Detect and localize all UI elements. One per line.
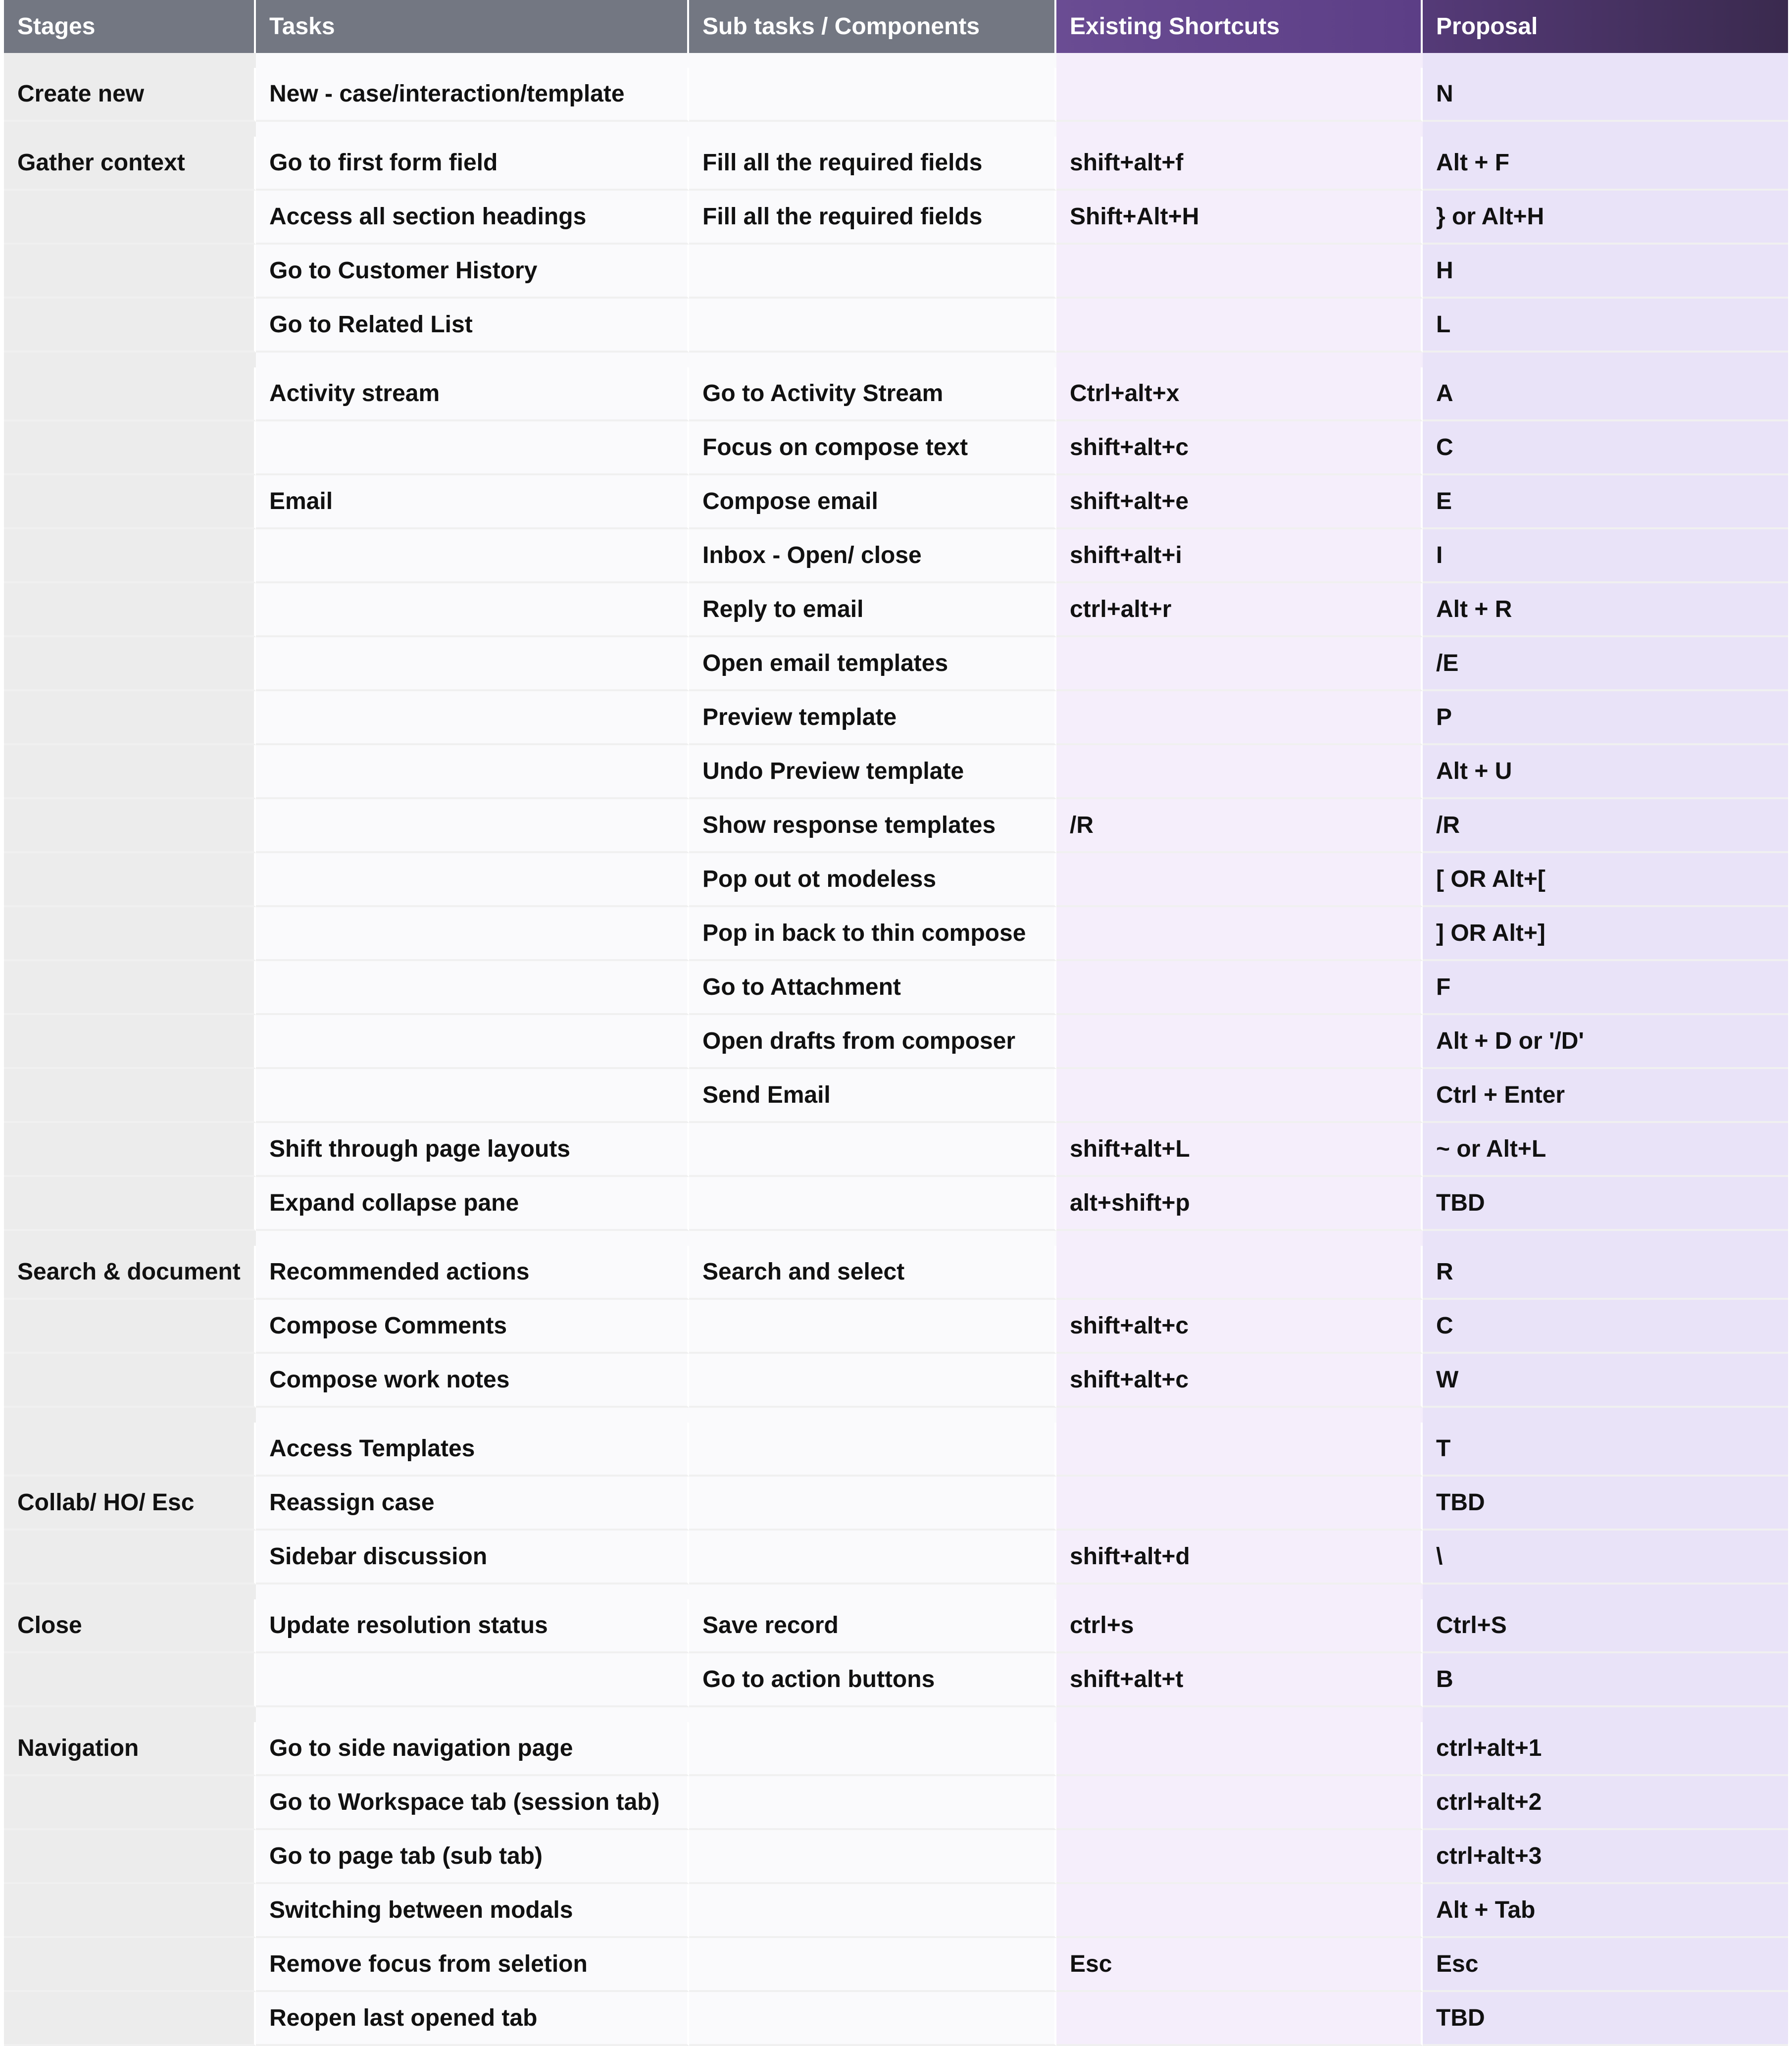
proposal-cell: [ OR Alt+[: [1423, 853, 1788, 907]
subtask-cell: [689, 1423, 1056, 1477]
subtask-cell: Fill all the required fields: [689, 137, 1056, 191]
table-row: [4, 1423, 1788, 1477]
separator-cell: [1423, 1231, 1788, 1246]
existing-shortcut-cell: [1056, 1830, 1423, 1884]
proposal-cell: N: [1423, 68, 1788, 122]
subtask-cell: [689, 299, 1056, 353]
task-cell: Go to Related List: [256, 299, 689, 353]
proposal-cell: Esc: [1423, 1938, 1788, 1992]
table-row: [4, 691, 1788, 745]
subtask-cell: [689, 245, 1056, 299]
stage-cell: [4, 1776, 256, 1830]
table-row: [4, 961, 1788, 1015]
proposal-cell: \: [1423, 1531, 1788, 1585]
separator-cell: [4, 1231, 256, 1246]
stage-cell: Create new: [4, 68, 256, 122]
shortcuts-table: [4, 0, 1788, 2046]
table-row: [4, 1884, 1788, 1938]
task-cell: [256, 1653, 689, 1707]
existing-shortcut-cell: [1056, 1423, 1423, 1477]
separator-cell: [4, 353, 256, 367]
group-separator: [4, 53, 1788, 68]
proposal-cell: T: [1423, 1423, 1788, 1477]
table-row: [4, 1599, 1788, 1653]
stage-cell: Navigation: [4, 1722, 256, 1776]
subtask-cell: Open email templates: [689, 637, 1056, 691]
existing-shortcut-cell: [1056, 1776, 1423, 1830]
existing-shortcut-cell: ctrl+alt+r: [1056, 583, 1423, 637]
header-subtasks: Sub tasks / Components: [689, 0, 1056, 53]
task-cell: [256, 529, 689, 583]
task-cell: [256, 853, 689, 907]
proposal-cell: ctrl+alt+3: [1423, 1830, 1788, 1884]
subtask-cell: [689, 1531, 1056, 1585]
stage-cell: [4, 1354, 256, 1408]
proposal-cell: Alt + Tab: [1423, 1884, 1788, 1938]
group-separator: [4, 1585, 1788, 1599]
task-cell: Reassign case: [256, 1477, 689, 1531]
subtask-cell: Open drafts from composer: [689, 1015, 1056, 1069]
proposal-cell: Alt + U: [1423, 745, 1788, 799]
existing-shortcut-cell: alt+shift+p: [1056, 1177, 1423, 1231]
separator-cell: [689, 1231, 1056, 1246]
stage-cell: [4, 1015, 256, 1069]
proposal-cell: TBD: [1423, 1177, 1788, 1231]
table-row: [4, 1653, 1788, 1707]
table-row: [4, 299, 1788, 353]
table-row: [4, 367, 1788, 421]
separator-cell: [4, 1408, 256, 1423]
separator-cell: [256, 122, 689, 137]
separator-cell: [1056, 122, 1423, 137]
table-header-row: [4, 0, 1788, 53]
proposal-cell: H: [1423, 245, 1788, 299]
separator-cell: [689, 353, 1056, 367]
proposal-cell: C: [1423, 421, 1788, 475]
table-row: [4, 1531, 1788, 1585]
proposal-cell: ~ or Alt+L: [1423, 1123, 1788, 1177]
separator-cell: [689, 53, 1056, 68]
task-cell: Update resolution status: [256, 1599, 689, 1653]
proposal-cell: Alt + F: [1423, 137, 1788, 191]
stage-cell: [4, 1531, 256, 1585]
subtask-cell: Show response templates: [689, 799, 1056, 853]
task-cell: Compose work notes: [256, 1354, 689, 1408]
group-separator: [4, 122, 1788, 137]
subtask-cell: [689, 1354, 1056, 1408]
table-row: [4, 1177, 1788, 1231]
task-cell: [256, 745, 689, 799]
separator-cell: [689, 1585, 1056, 1599]
subtask-cell: Inbox - Open/ close: [689, 529, 1056, 583]
existing-shortcut-cell: [1056, 1884, 1423, 1938]
separator-cell: [4, 122, 256, 137]
stage-cell: [4, 1830, 256, 1884]
table-row: [4, 1069, 1788, 1123]
existing-shortcut-cell: [1056, 1246, 1423, 1300]
subtask-cell: Undo Preview template: [689, 745, 1056, 799]
task-cell: [256, 583, 689, 637]
proposal-cell: Ctrl+S: [1423, 1599, 1788, 1653]
table-row: [4, 421, 1788, 475]
table-row: [4, 245, 1788, 299]
subtask-cell: Save record: [689, 1599, 1056, 1653]
proposal-cell: L: [1423, 299, 1788, 353]
stage-cell: [4, 1938, 256, 1992]
existing-shortcut-cell: [1056, 745, 1423, 799]
separator-cell: [1423, 1585, 1788, 1599]
separator-cell: [1056, 1585, 1423, 1599]
proposal-cell: TBD: [1423, 1477, 1788, 1531]
separator-cell: [689, 1707, 1056, 1722]
table-row: [4, 1477, 1788, 1531]
task-cell: [256, 799, 689, 853]
subtask-cell: Go to Activity Stream: [689, 367, 1056, 421]
task-cell: Switching between modals: [256, 1884, 689, 1938]
separator-cell: [256, 1408, 689, 1423]
stage-cell: [4, 799, 256, 853]
table-row: [4, 1246, 1788, 1300]
existing-shortcut-cell: [1056, 853, 1423, 907]
subtask-cell: Send Email: [689, 1069, 1056, 1123]
task-cell: Expand collapse pane: [256, 1177, 689, 1231]
existing-shortcut-cell: /R: [1056, 799, 1423, 853]
separator-cell: [256, 1707, 689, 1722]
stage-cell: [4, 1653, 256, 1707]
stage-cell: [4, 583, 256, 637]
task-cell: Go to side navigation page: [256, 1722, 689, 1776]
proposal-cell: B: [1423, 1653, 1788, 1707]
proposal-cell: ctrl+alt+1: [1423, 1722, 1788, 1776]
existing-shortcut-cell: shift+alt+d: [1056, 1531, 1423, 1585]
proposal-cell: W: [1423, 1354, 1788, 1408]
table-row: [4, 907, 1788, 961]
stage-cell: [4, 299, 256, 353]
table-row: [4, 475, 1788, 529]
stage-cell: Close: [4, 1599, 256, 1653]
table-row: [4, 68, 1788, 122]
proposal-cell: P: [1423, 691, 1788, 745]
header-tasks: Tasks: [256, 0, 689, 53]
subtask-cell: [689, 1884, 1056, 1938]
separator-cell: [1056, 353, 1423, 367]
subtask-cell: Pop in back to thin compose: [689, 907, 1056, 961]
existing-shortcut-cell: [1056, 1722, 1423, 1776]
existing-shortcut-cell: Shift+Alt+H: [1056, 191, 1423, 245]
existing-shortcut-cell: [1056, 1477, 1423, 1531]
table-row: [4, 799, 1788, 853]
table-row: [4, 583, 1788, 637]
separator-cell: [4, 53, 256, 68]
separator-cell: [1423, 1408, 1788, 1423]
separator-cell: [1056, 53, 1423, 68]
stage-cell: [4, 1123, 256, 1177]
existing-shortcut-cell: [1056, 961, 1423, 1015]
task-cell: New - case/interaction/template: [256, 68, 689, 122]
existing-shortcut-cell: Ctrl+alt+x: [1056, 367, 1423, 421]
proposal-cell: F: [1423, 961, 1788, 1015]
header-proposal: Proposal: [1423, 0, 1788, 53]
task-cell: Remove focus from seletion: [256, 1938, 689, 1992]
proposal-cell: Alt + D or '/D': [1423, 1015, 1788, 1069]
task-cell: [256, 691, 689, 745]
proposal-cell: A: [1423, 367, 1788, 421]
existing-shortcut-cell: shift+alt+f: [1056, 137, 1423, 191]
group-separator: [4, 1408, 1788, 1423]
separator-cell: [256, 1231, 689, 1246]
subtask-cell: Search and select: [689, 1246, 1056, 1300]
subtask-cell: [689, 1830, 1056, 1884]
existing-shortcut-cell: [1056, 1015, 1423, 1069]
task-cell: [256, 421, 689, 475]
task-cell: Go to Workspace tab (session tab): [256, 1776, 689, 1830]
subtask-cell: [689, 1300, 1056, 1354]
proposal-cell: /E: [1423, 637, 1788, 691]
task-cell: [256, 907, 689, 961]
header-existing-shortcuts: Existing Shortcuts: [1056, 0, 1423, 53]
task-cell: Go to page tab (sub tab): [256, 1830, 689, 1884]
stage-cell: [4, 367, 256, 421]
separator-cell: [689, 122, 1056, 137]
task-cell: Go to first form field: [256, 137, 689, 191]
subtask-cell: Pop out ot modeless: [689, 853, 1056, 907]
existing-shortcut-cell: [1056, 68, 1423, 122]
stage-cell: [4, 1992, 256, 2046]
subtask-cell: [689, 1776, 1056, 1830]
stage-cell: [4, 691, 256, 745]
proposal-cell: /R: [1423, 799, 1788, 853]
task-cell: Access all section headings: [256, 191, 689, 245]
stage-cell: [4, 245, 256, 299]
separator-cell: [1423, 353, 1788, 367]
existing-shortcut-cell: shift+alt+e: [1056, 475, 1423, 529]
table-body: [4, 53, 1788, 2046]
task-cell: Email: [256, 475, 689, 529]
table-row: [4, 529, 1788, 583]
table-row: [4, 1776, 1788, 1830]
separator-cell: [1056, 1408, 1423, 1423]
proposal-cell: E: [1423, 475, 1788, 529]
subtask-cell: Go to action buttons: [689, 1653, 1056, 1707]
stage-cell: [4, 907, 256, 961]
table-row: [4, 137, 1788, 191]
stage-cell: [4, 1884, 256, 1938]
table-row: [4, 1830, 1788, 1884]
separator-cell: [1423, 1707, 1788, 1722]
existing-shortcut-cell: shift+alt+c: [1056, 1354, 1423, 1408]
separator-cell: [1056, 1231, 1423, 1246]
table-row: [4, 1015, 1788, 1069]
separator-cell: [256, 1585, 689, 1599]
existing-shortcut-cell: [1056, 691, 1423, 745]
task-cell: [256, 1069, 689, 1123]
group-separator: [4, 1707, 1788, 1722]
proposal-cell: R: [1423, 1246, 1788, 1300]
task-cell: Activity stream: [256, 367, 689, 421]
stage-cell: [4, 529, 256, 583]
existing-shortcut-cell: shift+alt+c: [1056, 421, 1423, 475]
existing-shortcut-cell: [1056, 245, 1423, 299]
separator-cell: [256, 353, 689, 367]
proposal-cell: I: [1423, 529, 1788, 583]
separator-cell: [4, 1707, 256, 1722]
stage-cell: Search & document: [4, 1246, 256, 1300]
proposal-cell: TBD: [1423, 1992, 1788, 2046]
existing-shortcut-cell: ctrl+s: [1056, 1599, 1423, 1653]
subtask-cell: Reply to email: [689, 583, 1056, 637]
existing-shortcut-cell: shift+alt+i: [1056, 529, 1423, 583]
proposal-cell: ctrl+alt+2: [1423, 1776, 1788, 1830]
subtask-cell: [689, 68, 1056, 122]
separator-cell: [256, 53, 689, 68]
proposal-cell: ] OR Alt+]: [1423, 907, 1788, 961]
proposal-cell: C: [1423, 1300, 1788, 1354]
task-cell: Access Templates: [256, 1423, 689, 1477]
subtask-cell: Focus on compose text: [689, 421, 1056, 475]
stage-cell: Collab/ HO/ Esc: [4, 1477, 256, 1531]
separator-cell: [1423, 122, 1788, 137]
existing-shortcut-cell: [1056, 1992, 1423, 2046]
subtask-cell: Preview template: [689, 691, 1056, 745]
existing-shortcut-cell: [1056, 907, 1423, 961]
stage-cell: [4, 475, 256, 529]
stage-cell: [4, 745, 256, 799]
task-cell: [256, 961, 689, 1015]
stage-cell: [4, 1300, 256, 1354]
stage-cell: Gather context: [4, 137, 256, 191]
task-cell: Go to Customer History: [256, 245, 689, 299]
proposal-cell: } or Alt+H: [1423, 191, 1788, 245]
group-separator: [4, 353, 1788, 367]
table-row: [4, 191, 1788, 245]
existing-shortcut-cell: [1056, 299, 1423, 353]
existing-shortcut-cell: [1056, 637, 1423, 691]
proposal-cell: Ctrl + Enter: [1423, 1069, 1788, 1123]
stage-cell: [4, 421, 256, 475]
group-separator: [4, 1231, 1788, 1246]
task-cell: Sidebar discussion: [256, 1531, 689, 1585]
existing-shortcut-cell: [1056, 1069, 1423, 1123]
existing-shortcut-cell: shift+alt+t: [1056, 1653, 1423, 1707]
existing-shortcut-cell: Esc: [1056, 1938, 1423, 1992]
table-row: [4, 1722, 1788, 1776]
task-cell: Reopen last opened tab: [256, 1992, 689, 2046]
subtask-cell: [689, 1123, 1056, 1177]
table-row: [4, 637, 1788, 691]
task-cell: Recommended actions: [256, 1246, 689, 1300]
subtask-cell: [689, 1992, 1056, 2046]
separator-cell: [689, 1408, 1056, 1423]
proposal-cell: Alt + R: [1423, 583, 1788, 637]
existing-shortcut-cell: shift+alt+L: [1056, 1123, 1423, 1177]
table-row: [4, 1300, 1788, 1354]
subtask-cell: Go to Attachment: [689, 961, 1056, 1015]
subtask-cell: [689, 1938, 1056, 1992]
stage-cell: [4, 853, 256, 907]
table-row: [4, 1123, 1788, 1177]
table-row: [4, 745, 1788, 799]
subtask-cell: [689, 1722, 1056, 1776]
stage-cell: [4, 637, 256, 691]
separator-cell: [4, 1585, 256, 1599]
subtask-cell: Fill all the required fields: [689, 191, 1056, 245]
stage-cell: [4, 961, 256, 1015]
stage-cell: [4, 1069, 256, 1123]
table-row: [4, 853, 1788, 907]
subtask-cell: Compose email: [689, 475, 1056, 529]
existing-shortcut-cell: shift+alt+c: [1056, 1300, 1423, 1354]
separator-cell: [1423, 53, 1788, 68]
task-cell: [256, 637, 689, 691]
task-cell: Compose Comments: [256, 1300, 689, 1354]
task-cell: [256, 1015, 689, 1069]
stage-cell: [4, 1177, 256, 1231]
table-row: [4, 1938, 1788, 1992]
stage-cell: [4, 1423, 256, 1477]
subtask-cell: [689, 1477, 1056, 1531]
table-row: [4, 1992, 1788, 2046]
separator-cell: [1056, 1707, 1423, 1722]
header-stages: Stages: [4, 0, 256, 53]
stage-cell: [4, 191, 256, 245]
table-row: [4, 1354, 1788, 1408]
subtask-cell: [689, 1177, 1056, 1231]
task-cell: Shift through page layouts: [256, 1123, 689, 1177]
